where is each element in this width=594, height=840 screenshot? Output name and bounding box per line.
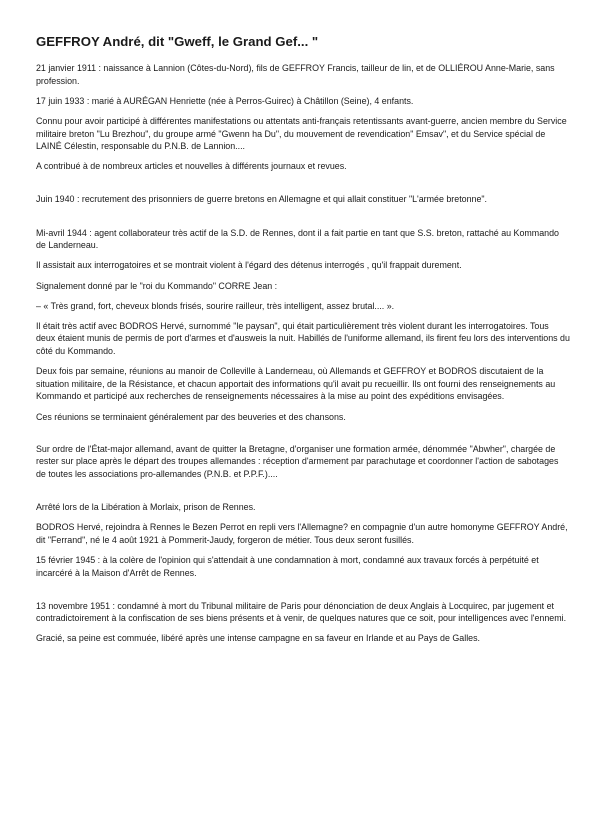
paragraph-bodros: Il était très actif avec BODROS Hervé, surnommé "le paysan", qui était particulièrement très violent durant les interrogatoires. Tous deux étaient munis de permis de port d'armes et d'ausweis la nuit. Habillés de l'uniforme allemand, ils firent feu lors des interventions du côté du Kommando. xyxy=(36,320,570,357)
document-title: GEFFROY André, dit "Gweff, le Grand Gef... " xyxy=(36,34,319,49)
paragraph-bezen-perrot: BODROS Hervé, rejoindra à Rennes le Bezen Perrot en repli vers l'Allemagne? en compagnie d'un autre homonyme GEFFROY André, dit "Ferrand", né le 4 août 1921 à Pommerit-Jaudy, forgeron de métier. Tous deux seront fusillés. xyxy=(36,522,568,545)
paragraph-birth: 21 janvier 1911 : naissance à Lannion (Côtes-du-Nord), fils de GEFFROY Francis, tailleur de lin, et de OLLIÉROU Anne-Marie, sans profession. xyxy=(36,63,555,86)
paragraph-beuveries: Ces réunions se terminaient généralement par des beuveries et des chansons. xyxy=(36,411,346,422)
paragraph-abwher: Sur ordre de l'État-major allemand, avant de quitter la Bretagne, d'organiser une formation armée, dénommée "Abwher", chargée de rester sur place après le départ des troupes allemandes : réception d'armement par parachutage et coordonner l'action de sabotages de toutes les associations pro-allemandes (P.N.B. et P.P.F.).... xyxy=(36,443,559,479)
paragraph-articles: A contribué à de nombreux articles et nouvelles à différents journaux et revues. xyxy=(36,161,347,172)
paragraph-arrest: Arrêté lors de la Libération à Morlaix, prison de Rennes. xyxy=(36,502,256,512)
paragraph-known-for: Connu pour avoir participé à différentes manifestations ou attentats anti-français retentissants avant-guerre, ancien membre du Service militaire breton "Lu Brezhou", du groupe armé "Gwenn ha Du", du mouvement de revendication" Emsav", et du Service spécial de LAINÉ Célestin, responsable du P.N.B. de Lannion.... xyxy=(36,115,567,152)
paragraph-june-1940: Juin 1940 : recrutement des prisonniers de guerre bretons en Allemagne et qui allait constituer "L'armée bretonne". xyxy=(36,194,488,205)
paragraph-interrogations: Il assistait aux interrogatoires et se montrait violent à l'égard des détenus interrogés , qu'il frappait durement. xyxy=(36,260,462,271)
paragraph-nov-1951: 13 novembre 1951 : condamné à mort du Tribunal militaire de Paris pour dénonciation de deux Anglais à Locquirec, par jugement et contradictoirement à la confiscation de ses biens présents et à venir, de quelques natures que ce soit, pour intelligences avec l'ennemi. xyxy=(36,600,567,624)
paragraph-marriage: 17 juin 1933 : marié à AURÉGAN Henriette (née à Perros-Guirec) à Châtillon (Seine), 4 enfants. xyxy=(36,95,414,106)
paragraph-april-1944: Mi-avril 1944 : agent collaborateur très actif de la S.D. de Rennes, dont il a fait partie en tant que S.S. breton, rattaché au Kommando de Landerneau. xyxy=(36,227,559,251)
paragraph-quote: – « Très grand, fort, cheveux blonds frisés, sourire railleur, très intelligent, assez brutal.... ». xyxy=(36,300,395,311)
paragraph-reunions: Deux fois par semaine, réunions au manoir de Colleville à Landerneau, où Allemands et GEFFROY et BODROS discutaient de la situation militaire, de la Résistance, et chacun apportait des informations qu'il avait pu recueillir. Ils ont fourni des renseignements au Kommando et participé aux recherches de renseignements nécessaires à la mise au point des expéditions envisagées. xyxy=(36,366,556,402)
paragraph-feb-1945: 15 février 1945 : à la colère de l'opinion qui s'attendait à une condamnation à mort, condamné aux travaux forcés à perpétuité et incarcéré à la Maison d'Arrêt de Rennes. xyxy=(36,554,539,578)
paragraph-signalement: Signalement donné par le "roi du Kommando" CORRE Jean : xyxy=(36,280,278,291)
paragraph-gracie: Gracié, sa peine est commuée, libéré après une intense campagne en sa faveur en Irlande et au Pays de Galles. xyxy=(36,633,481,644)
